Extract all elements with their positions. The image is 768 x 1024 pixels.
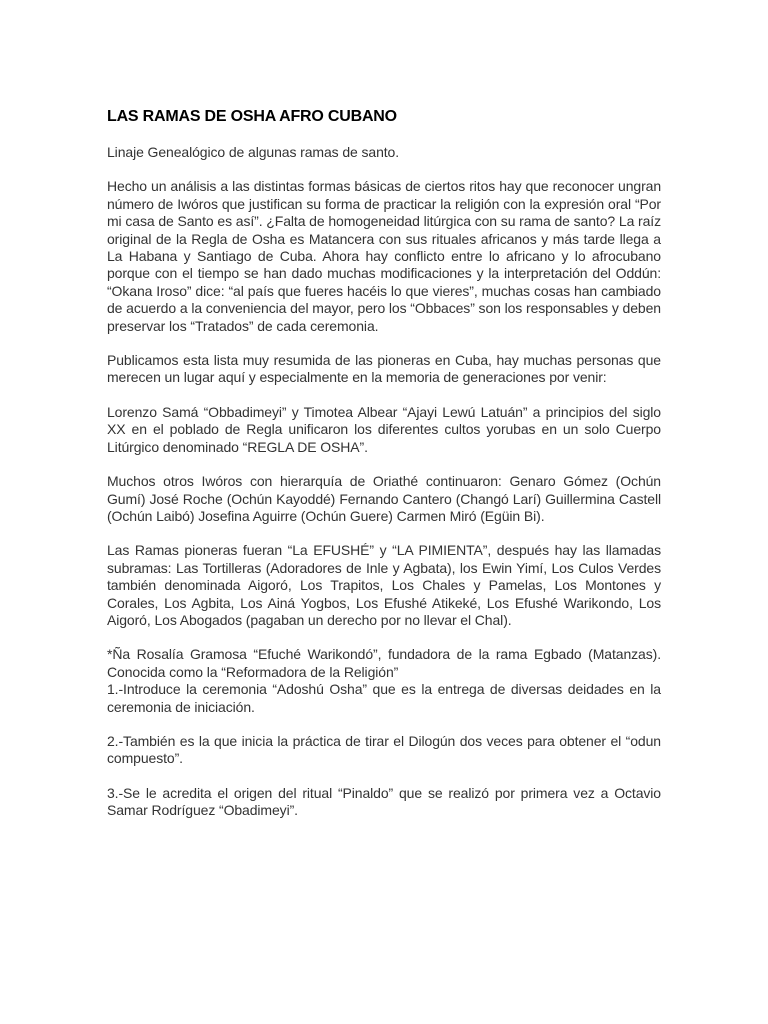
paragraph-analysis: Hecho un análisis a las distintas formas básicas de ciertos ritos hay que reconocer ungran número de Iwóros que justifican su forma de practicar la religión con la expresión oral “Por mi casa de Santo es así”. ¿Falta de homogeneidad litúrgica con su rama de santo? La raíz original de la Regla de Osha es Matancera con sus rituales africanos y más tarde llega a La Habana y Santiago de Cuba. Ahora hay conflicto entre lo africano y lo afrocubano porque con el tiempo se han dado muchas modificaciones y la interpretación del Oddún: “Okana Iroso” dice: “al país que fueres hacéis lo que vieres”, muchas cosas han cambiado de acuerdo a la conveniencia del mayor, pero los “Obbaces” son los responsables y deben preservar los “Tratados” de cada ceremonia. (107, 178, 661, 334)
paragraph-lorenzo-sama: Lorenzo Samá “Obbadimeyi” y Timotea Albear “Ajayi Lewú Latuán” a principios del siglo XX en el poblado de Regla unificaron los diferentes cultos yorubas en un solo Cuerpo Litúrgico denominado “REGLA DE OSHA”. (107, 403, 661, 455)
rosalia-point-1: 1.-Introduce la ceremonia “Adoshú Osha” que es la entrega de diversas deidades en la ceremonia de iniciación. (107, 681, 661, 715)
rosalia-intro: *Ña Rosalía Gramosa “Efuché Warikondó”, fundadora de la rama Egbado (Matanzas). Conocida como la “Reformadora de la Religión” (107, 646, 661, 680)
document-title: LAS RAMAS DE OSHA AFRO CUBANO (107, 108, 397, 125)
paragraph-point-3: 3.-Se le acredita el origen del ritual “Pinaldo” que se realizó por primera vez a Octavio Samar Rodríguez “Obadimeyi”. (107, 784, 661, 819)
paragraph-ramas-pioneras: Las Ramas pioneras fueran “La EFUSHÉ” y “LA PIMIENTA”, después hay las llamadas subramas: Las Tortilleras (Adoradores de Inle y Agbata), los Ewin Yimí, Los Culos Verdes también denominada Aigoró, Los Trapitos, Los Chales y Pamelas, Los Montones y Corales, Los Agbita, Los Ainá Yogbos, Los Efushé Atikeké, Los Efushé Warikondo, Los Aigoró, Los Abogados (pagaban un derecho por no llevar el Chal). (107, 542, 661, 628)
paragraph-rosalia (107, 646, 661, 716)
paragraph-pioneers-list: Publicamos esta lista muy resumida de las pioneras en Cuba, hay muchas personas que merecen un lugar aquí y especialmente en la memoria de generaciones por venir: (107, 352, 661, 386)
paragraph-lineage: Linaje Genealógico de algunas ramas de santo. (107, 144, 400, 160)
paragraph-point-2: 2.-También es la que inicia la práctica de tirar el Dilogún dos veces para obtener el “odun compuesto”. (107, 732, 661, 767)
paragraph-iworos: Muchos otros Iwóros con hierarquía de Oriathé continuaron: Genaro Gómez (Ochún Gumí) José Roche (Ochún Kayoddé) Fernando Cantero (Changó Larí) Guillermina Castell (Ochún Laibó) Josefina Aguirre (Ochún Guere) Carmen Miró (Egüin Bi). (107, 473, 661, 524)
